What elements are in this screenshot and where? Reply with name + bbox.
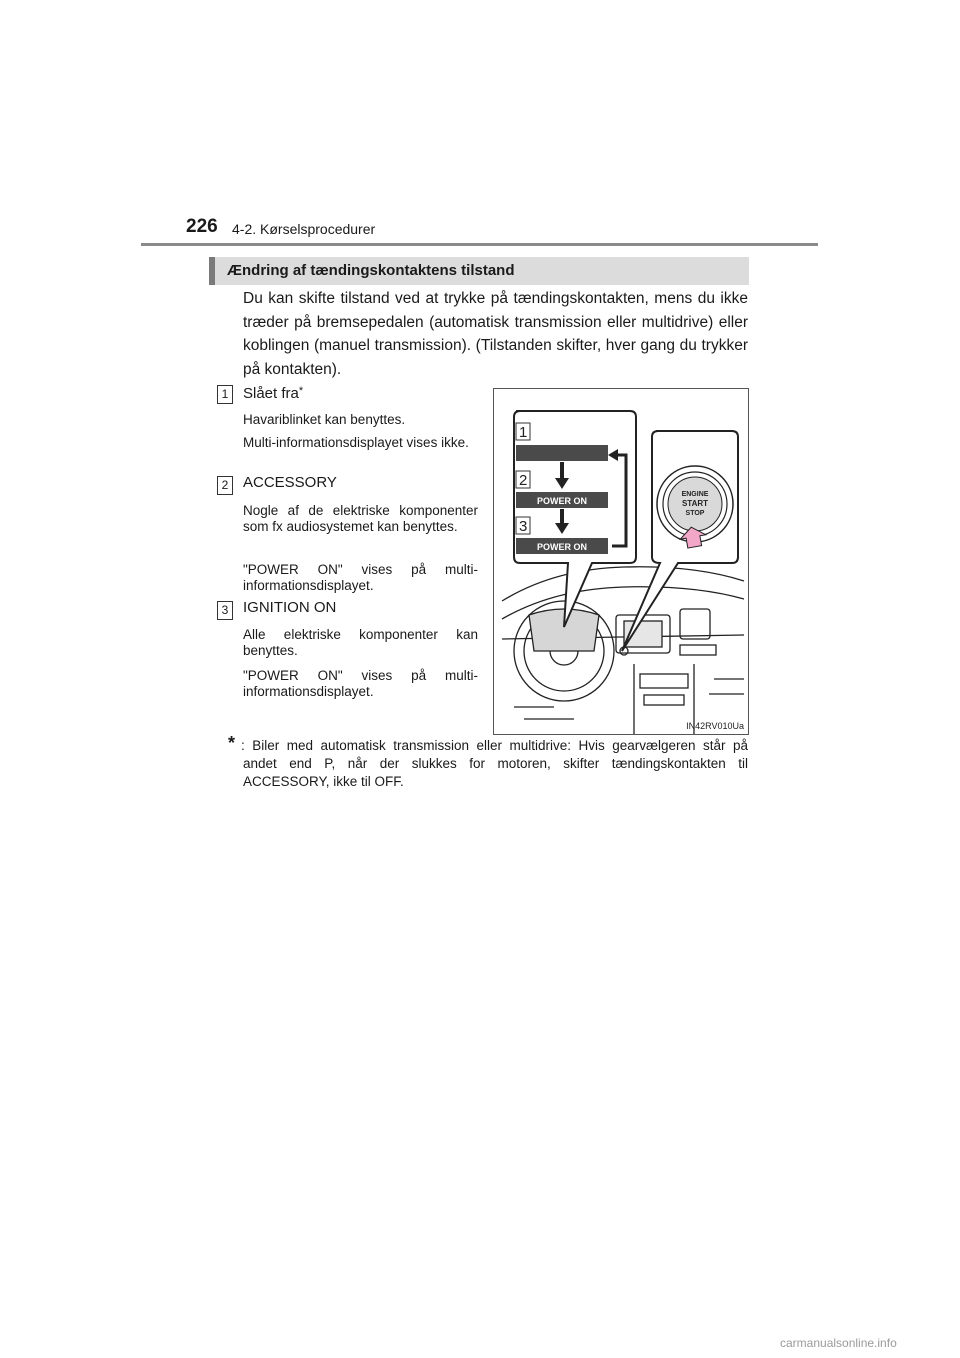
power-on-label-2: POWER ON — [536, 542, 588, 552]
header-rule — [141, 243, 818, 246]
asterisk-mark: * — [298, 385, 304, 397]
chapter-title: 4-2. Kørselsprocedurer — [232, 221, 376, 237]
state-badge-2: 2 — [217, 476, 233, 495]
intro-paragraph: Du kan skifte tilstand ved at trykke på tændingskontakten, mens du ikke træder på bremsepedalen (automatisk transmission eller multidrive) eller koblingen (manuel transmission). (Tilstanden skifter, hver gang du trykker på kontakten). — [243, 290, 748, 378]
fig-label-1: 1 — [519, 424, 528, 441]
state-desc-2b: "POWER ON" vises på multi-informationsdisplayet. — [243, 562, 478, 593]
state-title-1-text: Slået fra — [243, 385, 299, 402]
figure-illustration — [493, 388, 749, 735]
state-desc-1a: Havariblinket kan benyttes. — [243, 412, 406, 427]
footnote — [228, 733, 748, 791]
state-title-1 — [243, 385, 303, 402]
page-number: 226 — [186, 216, 218, 237]
button-label-engine: ENGINE — [681, 491, 709, 498]
figure-code: IN42RV010Ua — [686, 721, 744, 731]
display-callout — [514, 411, 636, 627]
footnote-mark: * — [228, 733, 236, 753]
state-desc-1b: Multi-informationsdisplayet vises ikke. — [243, 435, 469, 450]
button-label-stop: STOP — [685, 510, 705, 517]
state-title-2: ACCESSORY — [243, 474, 337, 491]
watermark: carmanualsonline.info — [780, 1336, 897, 1350]
state-desc-2a: Nogle af de elektriske komponenter som fx audiosystemet kan benyttes. — [243, 503, 478, 534]
fig-label-3: 3 — [519, 518, 528, 535]
fig-label-2: 2 — [519, 472, 528, 489]
state-title-3: IGNITION ON — [243, 599, 337, 616]
state-desc-3a: Alle elektriske komponenter kan benyttes. — [243, 627, 478, 658]
footnote-text: : Biler med automatisk transmission eller multidrive: Hvis gearvælgeren står på andet end P, når der slukkes for motoren, skifter tændingskontakten til ACCESSORY, ikke til OFF. — [241, 738, 748, 789]
state-desc-3b: "POWER ON" vises på multi-informationsdisplayet. — [243, 668, 478, 699]
section-heading: Ændring af tændingskontaktens tilstand — [209, 257, 749, 285]
display-bar-off — [516, 445, 608, 461]
state-badge-1: 1 — [217, 385, 233, 404]
state-badge-3: 3 — [217, 601, 233, 620]
power-on-label-1: POWER ON — [536, 496, 588, 506]
button-label-start: START — [681, 499, 709, 508]
